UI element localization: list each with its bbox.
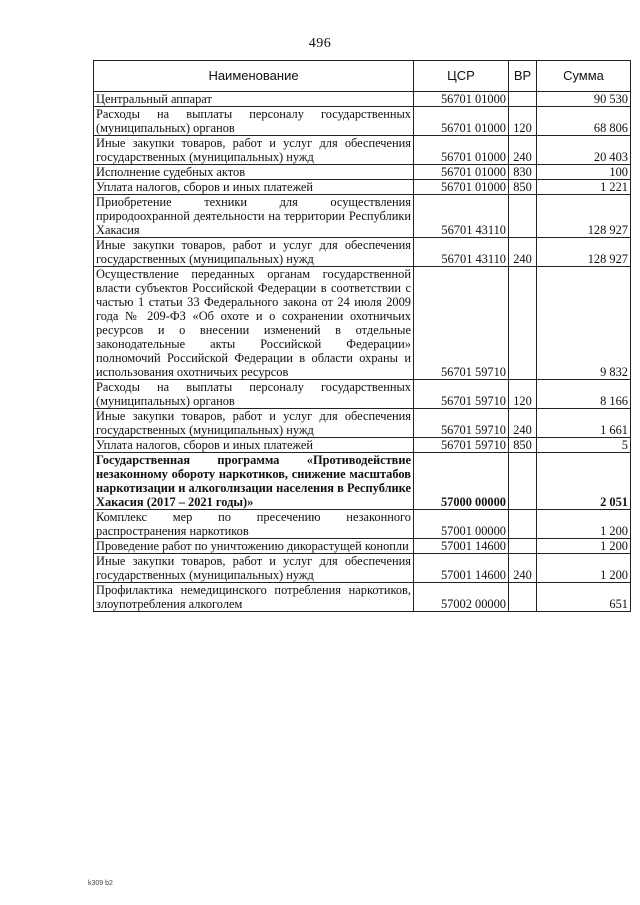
row-name-cell: Проведение работ по уничтожению дикорастущей конопли xyxy=(94,539,414,554)
row-csr-cell: 56701 43110 xyxy=(414,238,509,267)
row-vr-cell: 240 xyxy=(509,136,537,165)
row-csr-cell: 56701 01000 xyxy=(414,136,509,165)
table-row xyxy=(94,267,631,380)
row-name-cell: Центральный аппарат xyxy=(94,92,414,107)
row-sum-cell: 1 221 xyxy=(537,180,631,195)
row-sum-cell: 128 927 xyxy=(537,238,631,267)
row-sum-cell: 128 927 xyxy=(537,195,631,238)
row-vr-cell: 240 xyxy=(509,409,537,438)
table-row xyxy=(94,583,631,612)
row-csr-cell: 56701 01000 xyxy=(414,107,509,136)
row-csr-cell: 57000 00000 xyxy=(414,453,509,510)
row-name-cell: Приобретение техники для осуществления природоохранной деятельности на территории Республики Хакасия xyxy=(94,195,414,238)
row-sum-cell: 1 200 xyxy=(537,539,631,554)
row-sum-cell: 1 661 xyxy=(537,409,631,438)
row-csr-cell: 56701 59710 xyxy=(414,267,509,380)
row-name-cell: Осуществление переданных органам государственной власти субъектов Российской Федерации в соответствии с частью 1 статьи 33 Федерального закона от 24 июля 2009 года № 209-ФЗ «Об охоте и о сохранении охотничьих ресурсов и о внесении изменений в отдельные законодательные акты Российской Федерации» полномочий Российской Федерации в области охраны и использования охотничьих ресурсов xyxy=(94,267,414,380)
row-vr-cell xyxy=(509,510,537,539)
row-vr-cell: 120 xyxy=(509,107,537,136)
table-row xyxy=(94,409,631,438)
table-row xyxy=(94,380,631,409)
row-csr-cell: 56701 59710 xyxy=(414,438,509,453)
row-name-cell: Уплата налогов, сборов и иных платежей xyxy=(94,180,414,195)
footer-code: k309 b2 xyxy=(88,880,113,887)
row-sum-cell: 100 xyxy=(537,165,631,180)
row-name-cell: Комплекс мер по пресечению незаконного распространения наркотиков xyxy=(94,510,414,539)
row-name-cell: Государственная программа «Противодействие незаконному обороту наркотиков, снижение масштабов наркотизации и алкоголизации населения в Республике Хакасия (2017 – 2021 годы)» xyxy=(94,453,414,510)
table-body xyxy=(94,92,631,612)
row-sum-cell: 1 200 xyxy=(537,510,631,539)
row-vr-cell xyxy=(509,583,537,612)
table-header xyxy=(94,61,631,92)
row-sum-cell: 2 051 xyxy=(537,453,631,510)
table-row xyxy=(94,554,631,583)
table-row xyxy=(94,238,631,267)
row-name-cell: Расходы на выплаты персоналу государственных (муниципальных) органов xyxy=(94,380,414,409)
table-row xyxy=(94,107,631,136)
table-row xyxy=(94,539,631,554)
table-row xyxy=(94,180,631,195)
row-name-cell: Иные закупки товаров, работ и услуг для обеспечения государственных (муниципальных) нужд xyxy=(94,238,414,267)
row-name-cell: Уплата налогов, сборов и иных платежей xyxy=(94,438,414,453)
row-csr-cell: 57002 00000 xyxy=(414,583,509,612)
row-vr-cell xyxy=(509,453,537,510)
row-csr-cell: 57001 00000 xyxy=(414,510,509,539)
table-row xyxy=(94,165,631,180)
row-name-cell: Исполнение судебных актов xyxy=(94,165,414,180)
row-csr-cell: 57001 14600 xyxy=(414,554,509,583)
row-vr-cell xyxy=(509,92,537,107)
row-sum-cell: 8 166 xyxy=(537,380,631,409)
row-vr-cell xyxy=(509,539,537,554)
row-vr-cell: 850 xyxy=(509,438,537,453)
row-name-cell: Расходы на выплаты персоналу государственных (муниципальных) органов xyxy=(94,107,414,136)
table-row xyxy=(94,453,631,510)
table-row xyxy=(94,510,631,539)
table-row xyxy=(94,136,631,165)
row-vr-cell xyxy=(509,195,537,238)
row-name-cell: Иные закупки товаров, работ и услуг для обеспечения государственных (муниципальных) нужд xyxy=(94,409,414,438)
budget-table xyxy=(93,60,631,612)
row-csr-cell: 56701 43110 xyxy=(414,195,509,238)
table-row xyxy=(94,92,631,107)
header-vr: ВР xyxy=(509,61,537,92)
row-sum-cell: 90 530 xyxy=(537,92,631,107)
row-vr-cell: 830 xyxy=(509,165,537,180)
row-vr-cell: 120 xyxy=(509,380,537,409)
row-csr-cell: 56701 01000 xyxy=(414,92,509,107)
header-row xyxy=(94,61,631,92)
row-vr-cell: 240 xyxy=(509,238,537,267)
row-csr-cell: 56701 59710 xyxy=(414,409,509,438)
header-name: Наименование xyxy=(94,61,414,92)
row-csr-cell: 57001 14600 xyxy=(414,539,509,554)
table-row xyxy=(94,195,631,238)
row-sum-cell: 651 xyxy=(537,583,631,612)
row-name-cell: Иные закупки товаров, работ и услуг для обеспечения государственных (муниципальных) нужд xyxy=(94,554,414,583)
row-name-cell: Иные закупки товаров, работ и услуг для обеспечения государственных (муниципальных) нужд xyxy=(94,136,414,165)
row-sum-cell: 9 832 xyxy=(537,267,631,380)
header-csr: ЦСР xyxy=(414,61,509,92)
row-vr-cell xyxy=(509,267,537,380)
row-sum-cell: 68 806 xyxy=(537,107,631,136)
header-sum: Сумма xyxy=(537,61,631,92)
row-csr-cell: 56701 01000 xyxy=(414,180,509,195)
row-sum-cell: 20 403 xyxy=(537,136,631,165)
row-csr-cell: 56701 59710 xyxy=(414,380,509,409)
table-row xyxy=(94,438,631,453)
row-sum-cell: 5 xyxy=(537,438,631,453)
row-csr-cell: 56701 01000 xyxy=(414,165,509,180)
row-name-cell: Профилактика немедицинского потребления наркотиков, злоупотребления алкоголем xyxy=(94,583,414,612)
row-sum-cell: 1 200 xyxy=(537,554,631,583)
row-vr-cell: 850 xyxy=(509,180,537,195)
row-vr-cell: 240 xyxy=(509,554,537,583)
page-number: 496 xyxy=(308,36,332,51)
